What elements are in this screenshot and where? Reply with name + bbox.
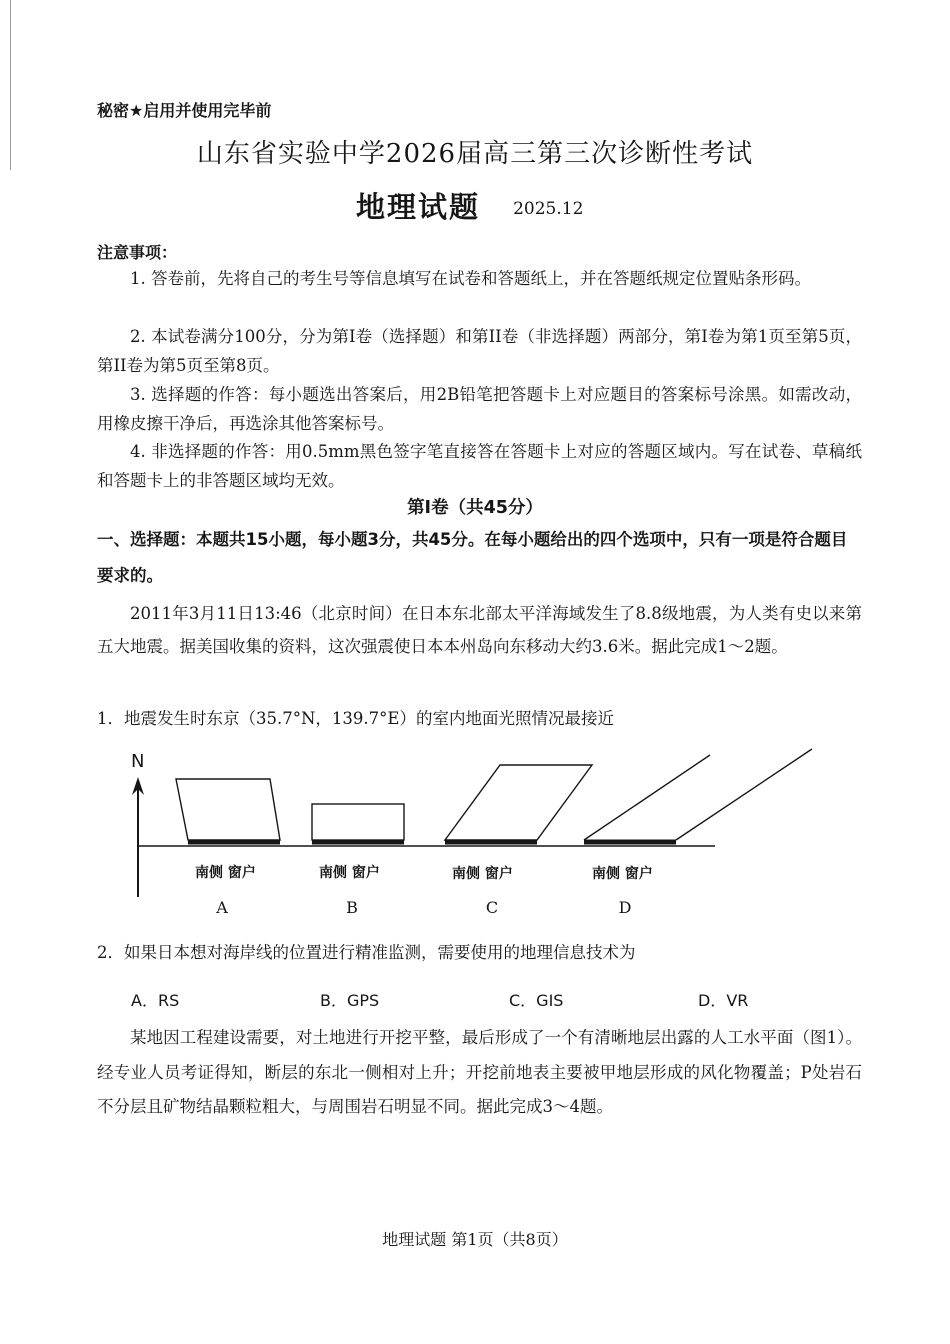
choice-c: C．GIS xyxy=(509,991,564,1010)
notice-item-2: 2. 本试卷满分100分，分为第I卷（选择题）和第II卷（非选择题）两部分，第I卷为第1页至第5页，第II卷为第5页至第8页。 xyxy=(97,327,862,375)
notice-item-3: 3. 选择题的作答：每小题选出答案后，用2B铅笔把答题卡上对应题目的答案标号涂黑。如需改动，用橡皮擦干净后，再选涂其他答案标号。 xyxy=(97,385,862,433)
option-label-a: A xyxy=(216,898,228,917)
choice-a: A．RS xyxy=(131,991,180,1010)
notice-item-1: 1. 答卷前，先将自己的考生号等信息填写在试卷和答题纸上，并在答题纸规定位置贴条形码。 xyxy=(130,269,811,288)
secret-mark: 秘密★启用并使用完毕前 xyxy=(97,101,272,120)
option-label-d: D xyxy=(618,898,632,917)
question-1-stem: 1．地震发生时东京（35.7°N，139.7°E）的室内地面光照情况最接近 xyxy=(97,709,614,728)
passage-earthquake: 2011年3月11日13:46（北京时间）在日本东北部太平洋海域发生了8.8级地震，为人类有史以来第五大地震。据美国收集的资料，这次强震使日本本州岛向东移动大约3.6米。据此完成1～2题。 xyxy=(97,604,862,656)
notice-item-4: 4. 非选择题的作答：用0.5mm黑色签字笔直接答在答题卡上对应的答题区域内。写在试卷、草稿纸和答题卡上的非答题区域均无效。 xyxy=(97,442,862,490)
part1-instruction: 一、选择题：本题共15小题，每小题3分，共45分。在每小题给出的四个选项中，只有一项是符合题目要求的。 xyxy=(97,530,848,585)
window-label-b: 南侧 窗户 xyxy=(319,865,380,881)
light-ray-d-right xyxy=(676,749,812,840)
page-footer: 地理试题 第1页（共8页） xyxy=(382,1230,568,1249)
exam-date: 2025.12 xyxy=(513,199,584,219)
passage-excavation: 某地因工程建设需要，对土地进行开挖平整，最后形成了一个有清晰地层出露的人工水平面（图1）。经专业人员考证得知，断层的东北一侧相对上升；开挖前地表主要被甲地层形成的风化物覆盖；P处岩石不分层且矿物结晶颗粒粗大，与周围岩石明显不同。据此完成3～4题。 xyxy=(97,1028,862,1116)
window-label-c: 南侧 窗户 xyxy=(452,866,513,882)
choice-b: B．GPS xyxy=(320,991,380,1010)
option-label-b: B xyxy=(346,898,358,917)
option-label-c: C xyxy=(485,898,499,917)
light-patch-a xyxy=(176,779,280,840)
subject-title: 地理试题 xyxy=(356,190,481,224)
question-2-choices xyxy=(0,988,950,1012)
window-label-d: 南侧 窗户 xyxy=(592,866,653,882)
part1-heading: 第I卷（共45分） xyxy=(407,498,543,518)
light-patch-c xyxy=(445,765,592,840)
notice-heading: 注意事项： xyxy=(97,243,178,262)
light-patch-b xyxy=(312,804,404,840)
choice-d: D．VR xyxy=(698,991,749,1010)
window-label-a: 南侧 窗户 xyxy=(195,865,256,881)
subject-row xyxy=(356,185,583,226)
exam-title: 山东省实验中学2026届高三第三次诊断性考试 xyxy=(196,139,754,169)
light-ray-d-left xyxy=(584,755,710,840)
north-label: N xyxy=(131,751,145,772)
question-2-stem: 2．如果日本想对海岸线的位置进行精准监测，需要使用的地理信息技术为 xyxy=(97,943,636,962)
sunlight-diagram xyxy=(100,745,850,925)
